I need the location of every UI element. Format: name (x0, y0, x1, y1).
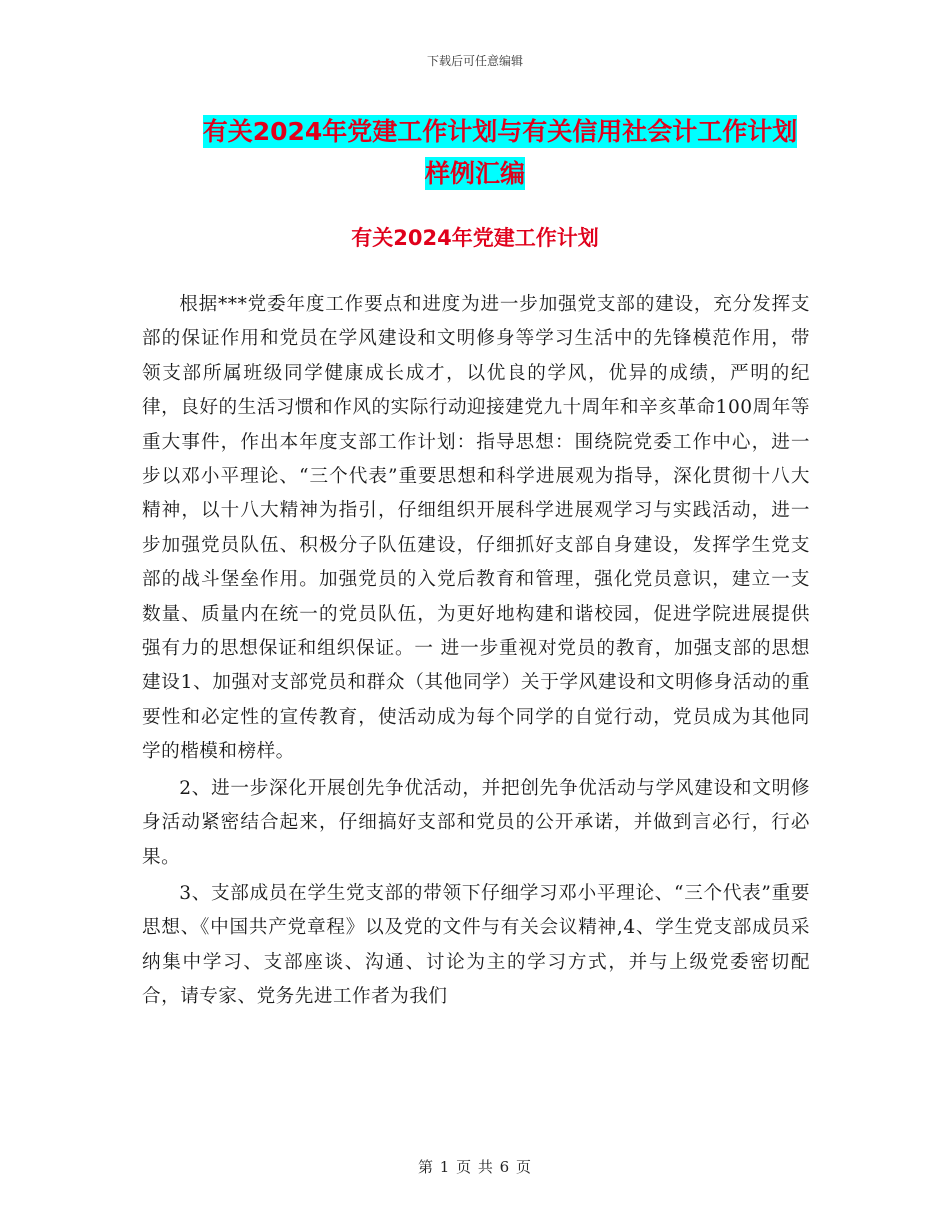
paragraph: 根据***党委年度工作要点和进度为进一步加强党支部的建设，充分发挥支部的保证作用和党员在学风建设和文明修身等学习生活中的先锋模范作用，带领支部所属班级同学健康成长成才，以优良的学风，优异的成绩，严明的纪律，良好的生活习惯和作风的实际行动迎接建党九十周年和辛亥革命100周年等重大事件，作出本年度支部工作计划：指导思想：围绕院党委工作中心，进一步以邓小平理论、“三个代表”重要思想和科学进展观为指导，深化贯彻十八大精神，以十八大精神为指引，仔细组织开展科学进展观学习与实践活动，进一步加强党员队伍、积极分子队伍建设，仔细抓好支部自身建设，发挥学生党支部的战斗堡垒作用。加强党员的入党后教育和管理，强化党员意识，建立一支数量、质量内在统一的党员队伍，为更好地构建和谐校园，促进学院进展提供强有力的思想保证和组织保证。一 进一步重视对党员的教育，加强支部的思想建设1、加强对支部党员和群众（其他同学）关于学风建设和文明修身活动的重要性和必定性的宣传教育，使活动成为每个同学的自觉行动，党员成为其他同学的楷模和榜样。 (142, 294, 810, 763)
paragraph: 3、支部成员在学生党支部的带领下仔细学习邓小平理论、“三个代表”重要思想、《中国共产党章程》以及党的文件与有关会议精神,4、学生党支部成员采纳集中学习、支部座谈、沟通、讨论为主的学习方式，并与上级党委密切配合，请专家、党务先进工作者为我们 (142, 882, 810, 1008)
document-title-line1: 有关2024年党建工作计划与有关信用社会计工作计划 (202, 117, 798, 146)
document-title (0, 112, 950, 194)
page-header-note: 下载后可任意编辑 (426, 54, 523, 68)
paragraph: 2、进一步深化开展创先争优活动，并把创先争优活动与学风建设和文明修身活动紧密结合起来，仔细搞好支部和党员的公开承诺，并做到言必行，行必果。 (142, 777, 810, 868)
body-text (142, 288, 810, 1015)
document-title-line2: 样例汇编 (424, 159, 525, 188)
page-number: 第 1 页 共 6 页 (418, 1158, 532, 1176)
section-title: 有关2024年党建工作计划 (351, 226, 599, 250)
